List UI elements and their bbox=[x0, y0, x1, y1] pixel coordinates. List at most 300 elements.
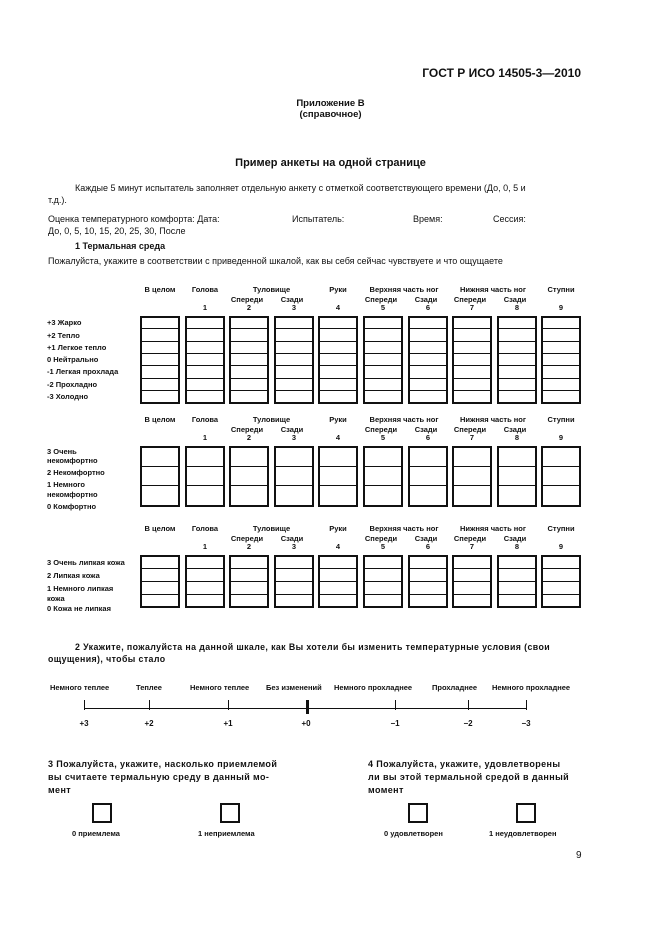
rating-cell-line[interactable] bbox=[140, 446, 180, 448]
acceptable-checkbox[interactable] bbox=[92, 803, 112, 823]
column-header-lower-legs: Нижняя часть ног bbox=[459, 285, 526, 294]
rating-cell-line[interactable] bbox=[318, 446, 358, 448]
t2-row-label: 2 Некомфортно bbox=[47, 468, 105, 477]
column-header-torso: Туловище bbox=[252, 415, 291, 424]
rating-cell-line[interactable] bbox=[541, 446, 581, 448]
rating-cell-line[interactable] bbox=[185, 568, 225, 569]
rating-cell-line[interactable] bbox=[452, 505, 492, 507]
rating-cell-line[interactable] bbox=[274, 505, 314, 507]
t1-row-label: +2 Тепло bbox=[47, 331, 80, 340]
column-subheader-back: Сзади bbox=[280, 534, 304, 543]
column-header-head: Голова bbox=[191, 285, 219, 294]
rating-cell-line[interactable] bbox=[229, 402, 269, 404]
column-subheader-back: Сзади bbox=[414, 295, 438, 304]
rating-cell-line[interactable] bbox=[497, 353, 537, 354]
rating-cell-line[interactable] bbox=[274, 316, 314, 318]
column-number: 2 bbox=[246, 433, 252, 442]
rating-cell-line[interactable] bbox=[408, 316, 448, 318]
column-header-feet: Ступни bbox=[547, 415, 575, 424]
rating-cell-line[interactable] bbox=[229, 466, 269, 467]
scale-value: +1 bbox=[223, 719, 233, 728]
column-number: 6 bbox=[425, 303, 431, 312]
rating-cell-line[interactable] bbox=[318, 485, 358, 486]
column-number: 5 bbox=[380, 303, 386, 312]
times-list: До, 0, 5, 10, 15, 20, 25, 30, После bbox=[48, 226, 186, 236]
rating-cell-line[interactable] bbox=[274, 446, 314, 448]
rating-cell-line[interactable] bbox=[541, 402, 581, 404]
scale-tick bbox=[526, 700, 527, 710]
column-subheader-front: Спереди bbox=[453, 295, 487, 304]
rating-cell-line[interactable] bbox=[541, 316, 581, 318]
rating-cell-line[interactable] bbox=[229, 485, 269, 486]
rating-cell-line[interactable] bbox=[229, 568, 269, 569]
section3-line-2: вы считаете термальную среду в данный мо- bbox=[48, 772, 270, 782]
scale-tick bbox=[306, 700, 309, 714]
column-header-upper-legs: Верхняя часть ног bbox=[369, 524, 439, 533]
section1-instruction: Пожалуйста, укажите в соответствии с приведенной шкалой, как вы себя сейчас чувствуете и что ощущаете bbox=[48, 256, 503, 266]
rating-cell-line[interactable] bbox=[541, 555, 581, 557]
column-number: 8 bbox=[514, 303, 520, 312]
rating-cell-line[interactable] bbox=[318, 555, 358, 557]
rating-cell-line[interactable] bbox=[408, 581, 448, 582]
rating-cell-line[interactable] bbox=[229, 378, 269, 379]
scale-value: −1 bbox=[390, 719, 400, 728]
table-column bbox=[318, 446, 358, 506]
rating-cell-line[interactable] bbox=[140, 316, 180, 318]
rating-cell-line[interactable] bbox=[229, 316, 269, 318]
rating-cell-line[interactable] bbox=[229, 446, 269, 448]
rating-cell-line[interactable] bbox=[318, 505, 358, 507]
rating-cell-line[interactable] bbox=[140, 365, 180, 366]
scale-value: +0 bbox=[301, 719, 311, 728]
rating-cell-line[interactable] bbox=[318, 606, 358, 608]
column-number: 8 bbox=[514, 542, 520, 551]
rating-cell-line[interactable] bbox=[363, 555, 403, 557]
rating-cell-line[interactable] bbox=[140, 594, 180, 595]
rating-cell-line[interactable] bbox=[140, 568, 180, 569]
rating-cell-line[interactable] bbox=[541, 505, 581, 507]
column-header-head: Голова bbox=[191, 524, 219, 533]
rating-cell-line[interactable] bbox=[140, 328, 180, 329]
rating-cell-line[interactable] bbox=[363, 581, 403, 582]
t1-row-label: +3 Жарко bbox=[47, 318, 82, 327]
t2-row-label: 1 Немного bbox=[47, 480, 86, 489]
t3-row-label: 1 Немного липкая bbox=[47, 584, 114, 593]
rating-cell-line[interactable] bbox=[363, 466, 403, 467]
time-label: Время: bbox=[413, 214, 443, 224]
rating-cell-line[interactable] bbox=[408, 341, 448, 342]
rating-cell-line[interactable] bbox=[185, 446, 225, 448]
rating-cell-line[interactable] bbox=[363, 402, 403, 404]
unsatisfied-checkbox[interactable] bbox=[516, 803, 536, 823]
rating-cell-line[interactable] bbox=[497, 606, 537, 608]
rating-cell-line[interactable] bbox=[541, 390, 581, 391]
rating-cell-line[interactable] bbox=[185, 390, 225, 391]
scale-label: Прохладнее bbox=[432, 683, 478, 692]
rating-cell-line[interactable] bbox=[452, 353, 492, 354]
rating-cell-line[interactable] bbox=[452, 341, 492, 342]
column-header-head: Голова bbox=[191, 415, 219, 424]
scale-value: +3 bbox=[79, 719, 89, 728]
rating-cell-line[interactable] bbox=[363, 378, 403, 379]
column-number: 2 bbox=[246, 542, 252, 551]
t2-row-label: некомфортно bbox=[47, 490, 98, 499]
column-subheader-front: Спереди bbox=[230, 295, 264, 304]
scale-label: Немного прохладнее bbox=[492, 683, 571, 692]
rating-cell-line[interactable] bbox=[318, 378, 358, 379]
column-subheader-front: Спереди bbox=[364, 534, 398, 543]
rating-cell-line[interactable] bbox=[408, 446, 448, 448]
standard-number: ГОСТ Р ИСО 14505-3—2010 bbox=[422, 66, 581, 80]
t1-row-label: -2 Прохладно bbox=[47, 380, 98, 389]
scale-line bbox=[84, 708, 526, 709]
column-subheader-back: Сзади bbox=[414, 534, 438, 543]
rating-cell-line[interactable] bbox=[318, 594, 358, 595]
t1-row-label: -3 Холодно bbox=[47, 392, 89, 401]
unsatisfied-label: 1 неудовлетворен bbox=[489, 829, 557, 838]
column-subheader-front: Спереди bbox=[453, 425, 487, 434]
rating-cell-line[interactable] bbox=[408, 365, 448, 366]
column-subheader-back: Сзади bbox=[280, 295, 304, 304]
column-subheader-back: Сзади bbox=[503, 534, 527, 543]
rating-cell-line[interactable] bbox=[274, 378, 314, 379]
column-subheader-front: Спереди bbox=[230, 534, 264, 543]
column-header-torso: Туловище bbox=[252, 285, 291, 294]
column-number: 7 bbox=[469, 542, 475, 551]
column-subheader-back: Сзади bbox=[503, 425, 527, 434]
column-subheader-back: Сзади bbox=[503, 295, 527, 304]
rating-cell-line[interactable] bbox=[185, 365, 225, 366]
column-number: 1 bbox=[202, 433, 208, 442]
scale-label: Теплее bbox=[136, 683, 162, 692]
rating-cell-line[interactable] bbox=[185, 466, 225, 467]
column-header-feet: Ступни bbox=[547, 285, 575, 294]
rating-cell-line[interactable] bbox=[497, 402, 537, 404]
unacceptable-label: 1 неприемлема bbox=[198, 829, 255, 838]
rating-cell-line[interactable] bbox=[452, 390, 492, 391]
t3-row-label: 2 Липкая кожа bbox=[47, 571, 100, 580]
rating-cell-line[interactable] bbox=[497, 446, 537, 448]
column-header-arms: Руки bbox=[329, 285, 347, 294]
scale-value: −3 bbox=[521, 719, 531, 728]
rating-cell-line[interactable] bbox=[229, 505, 269, 507]
column-number: 3 bbox=[291, 433, 297, 442]
column-number: 3 bbox=[291, 542, 297, 551]
rating-cell-line[interactable] bbox=[229, 606, 269, 608]
rating-cell-line[interactable] bbox=[318, 365, 358, 366]
rating-cell-line[interactable] bbox=[497, 316, 537, 318]
column-number: 9 bbox=[558, 433, 564, 442]
page-number: 9 bbox=[576, 850, 582, 861]
rating-cell-line[interactable] bbox=[408, 466, 448, 467]
table-column bbox=[541, 446, 581, 506]
rating-cell-line[interactable] bbox=[497, 378, 537, 379]
section4-line-2: ли вы этой термальной средой в данный bbox=[368, 772, 570, 782]
rating-cell-line[interactable] bbox=[185, 316, 225, 318]
column-header-arms: Руки bbox=[329, 415, 347, 424]
section2-line-2: ощущения), чтобы стало bbox=[48, 654, 166, 664]
rating-cell-line[interactable] bbox=[408, 606, 448, 608]
rating-cell-line[interactable] bbox=[452, 485, 492, 486]
rating-cell-line[interactable] bbox=[408, 353, 448, 354]
rating-cell-line[interactable] bbox=[229, 365, 269, 366]
column-header-upper-legs: Верхняя часть ног bbox=[369, 285, 439, 294]
rating-cell-line[interactable] bbox=[363, 594, 403, 595]
rating-cell-line[interactable] bbox=[274, 365, 314, 366]
rating-cell-line[interactable] bbox=[497, 485, 537, 486]
column-number: 9 bbox=[558, 542, 564, 551]
rating-cell-line[interactable] bbox=[452, 594, 492, 595]
rating-cell-line[interactable] bbox=[318, 581, 358, 582]
column-header-overall: В целом bbox=[144, 415, 176, 424]
column-header-lower-legs: Нижняя часть ног bbox=[459, 415, 526, 424]
rating-cell-line[interactable] bbox=[363, 505, 403, 507]
rating-cell-line[interactable] bbox=[363, 446, 403, 448]
rating-cell-line[interactable] bbox=[274, 555, 314, 557]
section1-heading: 1 Термальная среда bbox=[75, 241, 166, 251]
rating-cell-line[interactable] bbox=[274, 594, 314, 595]
rating-cell-line[interactable] bbox=[318, 341, 358, 342]
section4-line-3: момент bbox=[368, 785, 404, 795]
rating-cell-line[interactable] bbox=[452, 402, 492, 404]
scale-label: Немного теплее bbox=[50, 683, 110, 692]
acceptable-label: 0 приемлема bbox=[72, 829, 120, 838]
table-column bbox=[452, 446, 492, 506]
rating-cell-line[interactable] bbox=[497, 568, 537, 569]
rating-cell-line[interactable] bbox=[229, 390, 269, 391]
rating-cell-line[interactable] bbox=[541, 328, 581, 329]
rating-cell-line[interactable] bbox=[497, 390, 537, 391]
column-header-lower-legs: Нижняя часть ног bbox=[459, 524, 526, 533]
rating-cell-line[interactable] bbox=[363, 365, 403, 366]
column-number: 9 bbox=[558, 303, 564, 312]
rating-cell-line[interactable] bbox=[274, 568, 314, 569]
rating-cell-line[interactable] bbox=[274, 402, 314, 404]
rating-cell-line[interactable] bbox=[541, 581, 581, 582]
t1-row-label: -1 Легкая прохлада bbox=[47, 367, 119, 376]
rating-cell-line[interactable] bbox=[185, 505, 225, 507]
satisfied-checkbox[interactable] bbox=[408, 803, 428, 823]
rating-cell-line[interactable] bbox=[229, 555, 269, 557]
rating-cell-line[interactable] bbox=[274, 390, 314, 391]
rating-cell-line[interactable] bbox=[497, 594, 537, 595]
column-number: 4 bbox=[335, 303, 341, 312]
rating-cell-line[interactable] bbox=[408, 328, 448, 329]
column-header-upper-legs: Верхняя часть ног bbox=[369, 415, 439, 424]
rating-cell-line[interactable] bbox=[229, 581, 269, 582]
rating-cell-line[interactable] bbox=[541, 353, 581, 354]
rating-cell-line[interactable] bbox=[274, 466, 314, 467]
column-number: 7 bbox=[469, 433, 475, 442]
scale-value: +2 bbox=[144, 719, 154, 728]
rating-cell-line[interactable] bbox=[452, 378, 492, 379]
rating-cell-line[interactable] bbox=[408, 594, 448, 595]
rating-cell-line[interactable] bbox=[497, 555, 537, 557]
rating-cell-line[interactable] bbox=[274, 581, 314, 582]
rating-cell-line[interactable] bbox=[229, 328, 269, 329]
t3-row-label: 3 Очень липкая кожа bbox=[47, 558, 125, 567]
rating-cell-line[interactable] bbox=[185, 485, 225, 486]
rating-cell-line[interactable] bbox=[274, 328, 314, 329]
t2-row-label: 3 Очень bbox=[47, 447, 77, 456]
column-subheader-front: Спереди bbox=[230, 425, 264, 434]
rating-cell-line[interactable] bbox=[408, 505, 448, 507]
rating-cell-line[interactable] bbox=[318, 402, 358, 404]
column-header-overall: В целом bbox=[144, 524, 176, 533]
rating-cell-line[interactable] bbox=[274, 485, 314, 486]
column-number: 2 bbox=[246, 303, 252, 312]
column-subheader-back: Сзади bbox=[414, 425, 438, 434]
rating-cell-line[interactable] bbox=[185, 402, 225, 404]
column-number: 3 bbox=[291, 303, 297, 312]
scale-label: Немного теплее bbox=[190, 683, 250, 692]
column-subheader-back: Сзади bbox=[280, 425, 304, 434]
rating-cell-line[interactable] bbox=[497, 328, 537, 329]
rating-cell-line[interactable] bbox=[497, 365, 537, 366]
rating-cell-line[interactable] bbox=[140, 555, 180, 557]
rating-cell-line[interactable] bbox=[541, 606, 581, 608]
t3-row-label: кожа bbox=[47, 594, 65, 603]
rating-cell-line[interactable] bbox=[541, 341, 581, 342]
rating-cell-line[interactable] bbox=[363, 568, 403, 569]
intro-line-1: Каждые 5 минут испытатель заполняет отдельную анкету с отметкой соответствующего времени (До, 0, 5 и bbox=[75, 183, 526, 193]
rating-cell-line[interactable] bbox=[497, 505, 537, 507]
rating-cell-line[interactable] bbox=[408, 378, 448, 379]
rating-cell-line[interactable] bbox=[185, 594, 225, 595]
rating-cell-line[interactable] bbox=[363, 606, 403, 608]
rating-cell-line[interactable] bbox=[318, 466, 358, 467]
rating-cell-line[interactable] bbox=[452, 446, 492, 448]
rating-cell-line[interactable] bbox=[452, 606, 492, 608]
rating-cell-line[interactable] bbox=[185, 378, 225, 379]
table-column bbox=[363, 446, 403, 506]
column-number: 8 bbox=[514, 433, 520, 442]
rating-cell-line[interactable] bbox=[452, 555, 492, 557]
column-number: 6 bbox=[425, 542, 431, 551]
rating-cell-line[interactable] bbox=[140, 581, 180, 582]
table-column bbox=[274, 446, 314, 506]
column-number: 5 bbox=[380, 433, 386, 442]
column-header-torso: Туловище bbox=[252, 524, 291, 533]
document-title: Пример анкеты на одной странице bbox=[235, 157, 426, 169]
table-column bbox=[229, 446, 269, 506]
assessment-label: Оценка температурного комфорта: Дата: bbox=[48, 214, 220, 224]
t1-row-label: 0 Нейтрально bbox=[47, 355, 99, 364]
rating-cell-line[interactable] bbox=[541, 466, 581, 467]
satisfied-label: 0 удовлетворен bbox=[384, 829, 443, 838]
rating-cell-line[interactable] bbox=[185, 353, 225, 354]
rating-cell-line[interactable] bbox=[140, 606, 180, 608]
rating-cell-line[interactable] bbox=[318, 568, 358, 569]
rating-cell-line[interactable] bbox=[452, 316, 492, 318]
rating-cell-line[interactable] bbox=[363, 316, 403, 318]
column-number: 1 bbox=[202, 303, 208, 312]
rating-cell-line[interactable] bbox=[363, 353, 403, 354]
rating-cell-line[interactable] bbox=[229, 341, 269, 342]
rating-cell-line[interactable] bbox=[363, 485, 403, 486]
rating-cell-line[interactable] bbox=[452, 568, 492, 569]
column-header-feet: Ступни bbox=[547, 524, 575, 533]
table-column bbox=[408, 446, 448, 506]
rating-cell-line[interactable] bbox=[497, 466, 537, 467]
column-number: 7 bbox=[469, 303, 475, 312]
intro-line-2: т.д.). bbox=[48, 195, 67, 205]
rating-cell-line[interactable] bbox=[185, 581, 225, 582]
rating-cell-line[interactable] bbox=[452, 466, 492, 467]
rating-cell-line[interactable] bbox=[408, 555, 448, 557]
section3-line-1: 3 Пожалуйста, укажите, насколько приемлемой bbox=[48, 759, 278, 769]
rating-cell-line[interactable] bbox=[363, 341, 403, 342]
rating-cell-line[interactable] bbox=[185, 341, 225, 342]
table-column bbox=[497, 446, 537, 506]
column-subheader-front: Спереди bbox=[364, 295, 398, 304]
appendix-subtitle: (справочное) bbox=[299, 109, 362, 120]
rating-cell-line[interactable] bbox=[185, 328, 225, 329]
rating-cell-line[interactable] bbox=[140, 378, 180, 379]
rating-cell-line[interactable] bbox=[140, 485, 180, 486]
rating-cell-line[interactable] bbox=[140, 390, 180, 391]
t2-row-label: некомфортно bbox=[47, 456, 98, 465]
rating-cell-line[interactable] bbox=[229, 353, 269, 354]
rating-cell-line[interactable] bbox=[452, 581, 492, 582]
unacceptable-checkbox[interactable] bbox=[220, 803, 240, 823]
rating-cell-line[interactable] bbox=[541, 485, 581, 486]
rating-cell-line[interactable] bbox=[497, 341, 537, 342]
session-label: Сессия: bbox=[493, 214, 526, 224]
rating-cell-line[interactable] bbox=[185, 606, 225, 608]
rating-cell-line[interactable] bbox=[452, 328, 492, 329]
rating-cell-line[interactable] bbox=[318, 353, 358, 354]
rating-cell-line[interactable] bbox=[229, 594, 269, 595]
rating-cell-line[interactable] bbox=[363, 390, 403, 391]
scale-label: Без изменений bbox=[266, 683, 322, 692]
column-number: 1 bbox=[202, 542, 208, 551]
appendix-heading bbox=[0, 98, 661, 120]
section2-line-1: 2 Укажите, пожалуйста на данной шкале, как Вы хотели бы изменить температурные условия (свои bbox=[75, 642, 551, 652]
rating-cell-line[interactable] bbox=[408, 568, 448, 569]
rating-cell-line[interactable] bbox=[140, 341, 180, 342]
rating-cell-line[interactable] bbox=[140, 505, 180, 507]
rating-cell-line[interactable] bbox=[274, 353, 314, 354]
rating-cell-line[interactable] bbox=[185, 555, 225, 557]
rating-cell-line[interactable] bbox=[318, 390, 358, 391]
rating-cell-line[interactable] bbox=[408, 390, 448, 391]
rating-cell-line[interactable] bbox=[408, 485, 448, 486]
rating-cell-line[interactable] bbox=[318, 316, 358, 318]
rating-cell-line[interactable] bbox=[318, 328, 358, 329]
rating-cell-line[interactable] bbox=[408, 402, 448, 404]
t3-row-label: 0 Кожа не липкая bbox=[47, 604, 111, 613]
rating-cell-line[interactable] bbox=[541, 568, 581, 569]
rating-cell-line[interactable] bbox=[140, 466, 180, 467]
column-subheader-front: Спереди bbox=[453, 534, 487, 543]
section4-line-1: 4 Пожалуйста, укажите, удовлетворены bbox=[368, 759, 561, 769]
section3-line-3: мент bbox=[48, 785, 72, 795]
rating-cell-line[interactable] bbox=[140, 402, 180, 404]
rating-cell-line[interactable] bbox=[541, 365, 581, 366]
rating-cell-line[interactable] bbox=[452, 365, 492, 366]
rating-cell-line[interactable] bbox=[497, 581, 537, 582]
column-number: 6 bbox=[425, 433, 431, 442]
scale-value: −2 bbox=[463, 719, 473, 728]
rating-cell-line[interactable] bbox=[363, 328, 403, 329]
rating-cell-line[interactable] bbox=[140, 353, 180, 354]
rating-cell-line[interactable] bbox=[541, 378, 581, 379]
rating-cell-line[interactable] bbox=[541, 594, 581, 595]
column-header-arms: Руки bbox=[329, 524, 347, 533]
rating-cell-line[interactable] bbox=[274, 606, 314, 608]
rating-cell-line[interactable] bbox=[274, 341, 314, 342]
